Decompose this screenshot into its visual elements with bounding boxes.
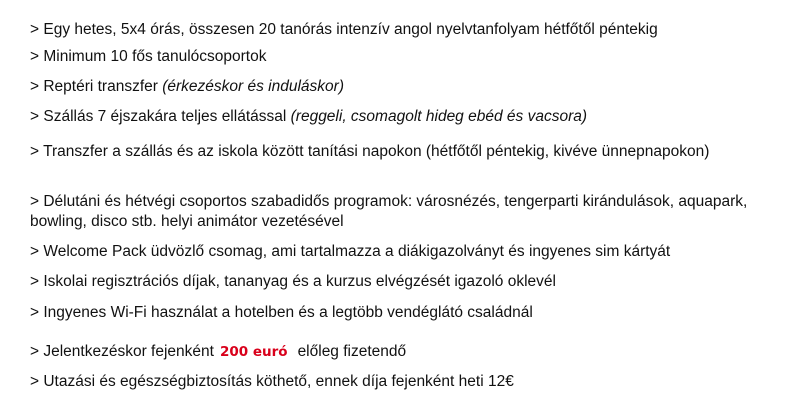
list-item-note: (érkezéskor és induláskor)	[162, 78, 344, 95]
list-item-text: > Reptéri transzfer	[30, 78, 163, 95]
list-item-airport-transfer	[30, 77, 344, 97]
list-item-text: > Jelentkezéskor fejenként	[30, 343, 214, 360]
deposit-amount: 200 euró	[219, 344, 288, 360]
list-item-text: > Iskolai regisztrációs díjak, tananyag és a kurzus elvégzését igazoló oklevél	[30, 273, 556, 290]
list-item-text: > Minimum 10 fős tanulócsoportok	[30, 48, 267, 65]
list-item-insurance	[30, 372, 514, 392]
list-item-course	[30, 20, 658, 40]
list-item-text: > Egy hetes, 5x4 órás, összesen 20 tanórás intenzív angol nyelvtanfolyam hétfőtől péntekig	[30, 21, 658, 38]
list-item-welcome-pack	[30, 242, 670, 262]
list-item-group-size	[30, 47, 267, 67]
list-item-text: előleg fizetendő	[297, 343, 407, 360]
list-item-accommodation	[30, 107, 587, 127]
list-item-registration-fees	[30, 272, 556, 292]
list-item-text: > Utazási és egészségbiztosítás köthető, ennek díja fejenként heti 12€	[30, 373, 514, 390]
list-item-text: > Transzfer a szállás és az iskola között tanítási napokon (hétfőtől péntekig, kivéve ünnepnapokon)	[30, 143, 710, 160]
list-item-school-transfer	[30, 142, 790, 162]
list-item-text: > Ingyenes Wi-Fi használat a hotelben és a legtöbb vendéglátó családnál	[30, 304, 533, 321]
list-item-programs	[30, 192, 790, 232]
list-item-text: > Welcome Pack üdvözlő csomag, ami tartalmazza a diákigazolványt és ingyenes sim kártyát	[30, 243, 671, 260]
list-item-note: (reggeli, csomagolt hideg ebéd és vacsora)	[290, 108, 588, 125]
list-item-text: > Délutáni és hétvégi csoportos szabadidős programok: városnézés, tengerparti kirándulások, aquapark, bowling, disco stb. helyi animátor vezetésével	[30, 193, 748, 230]
list-item-text: > Szállás 7 éjszakára teljes ellátással	[30, 108, 291, 125]
list-item-wifi	[30, 303, 533, 323]
list-item-deposit	[30, 342, 406, 362]
